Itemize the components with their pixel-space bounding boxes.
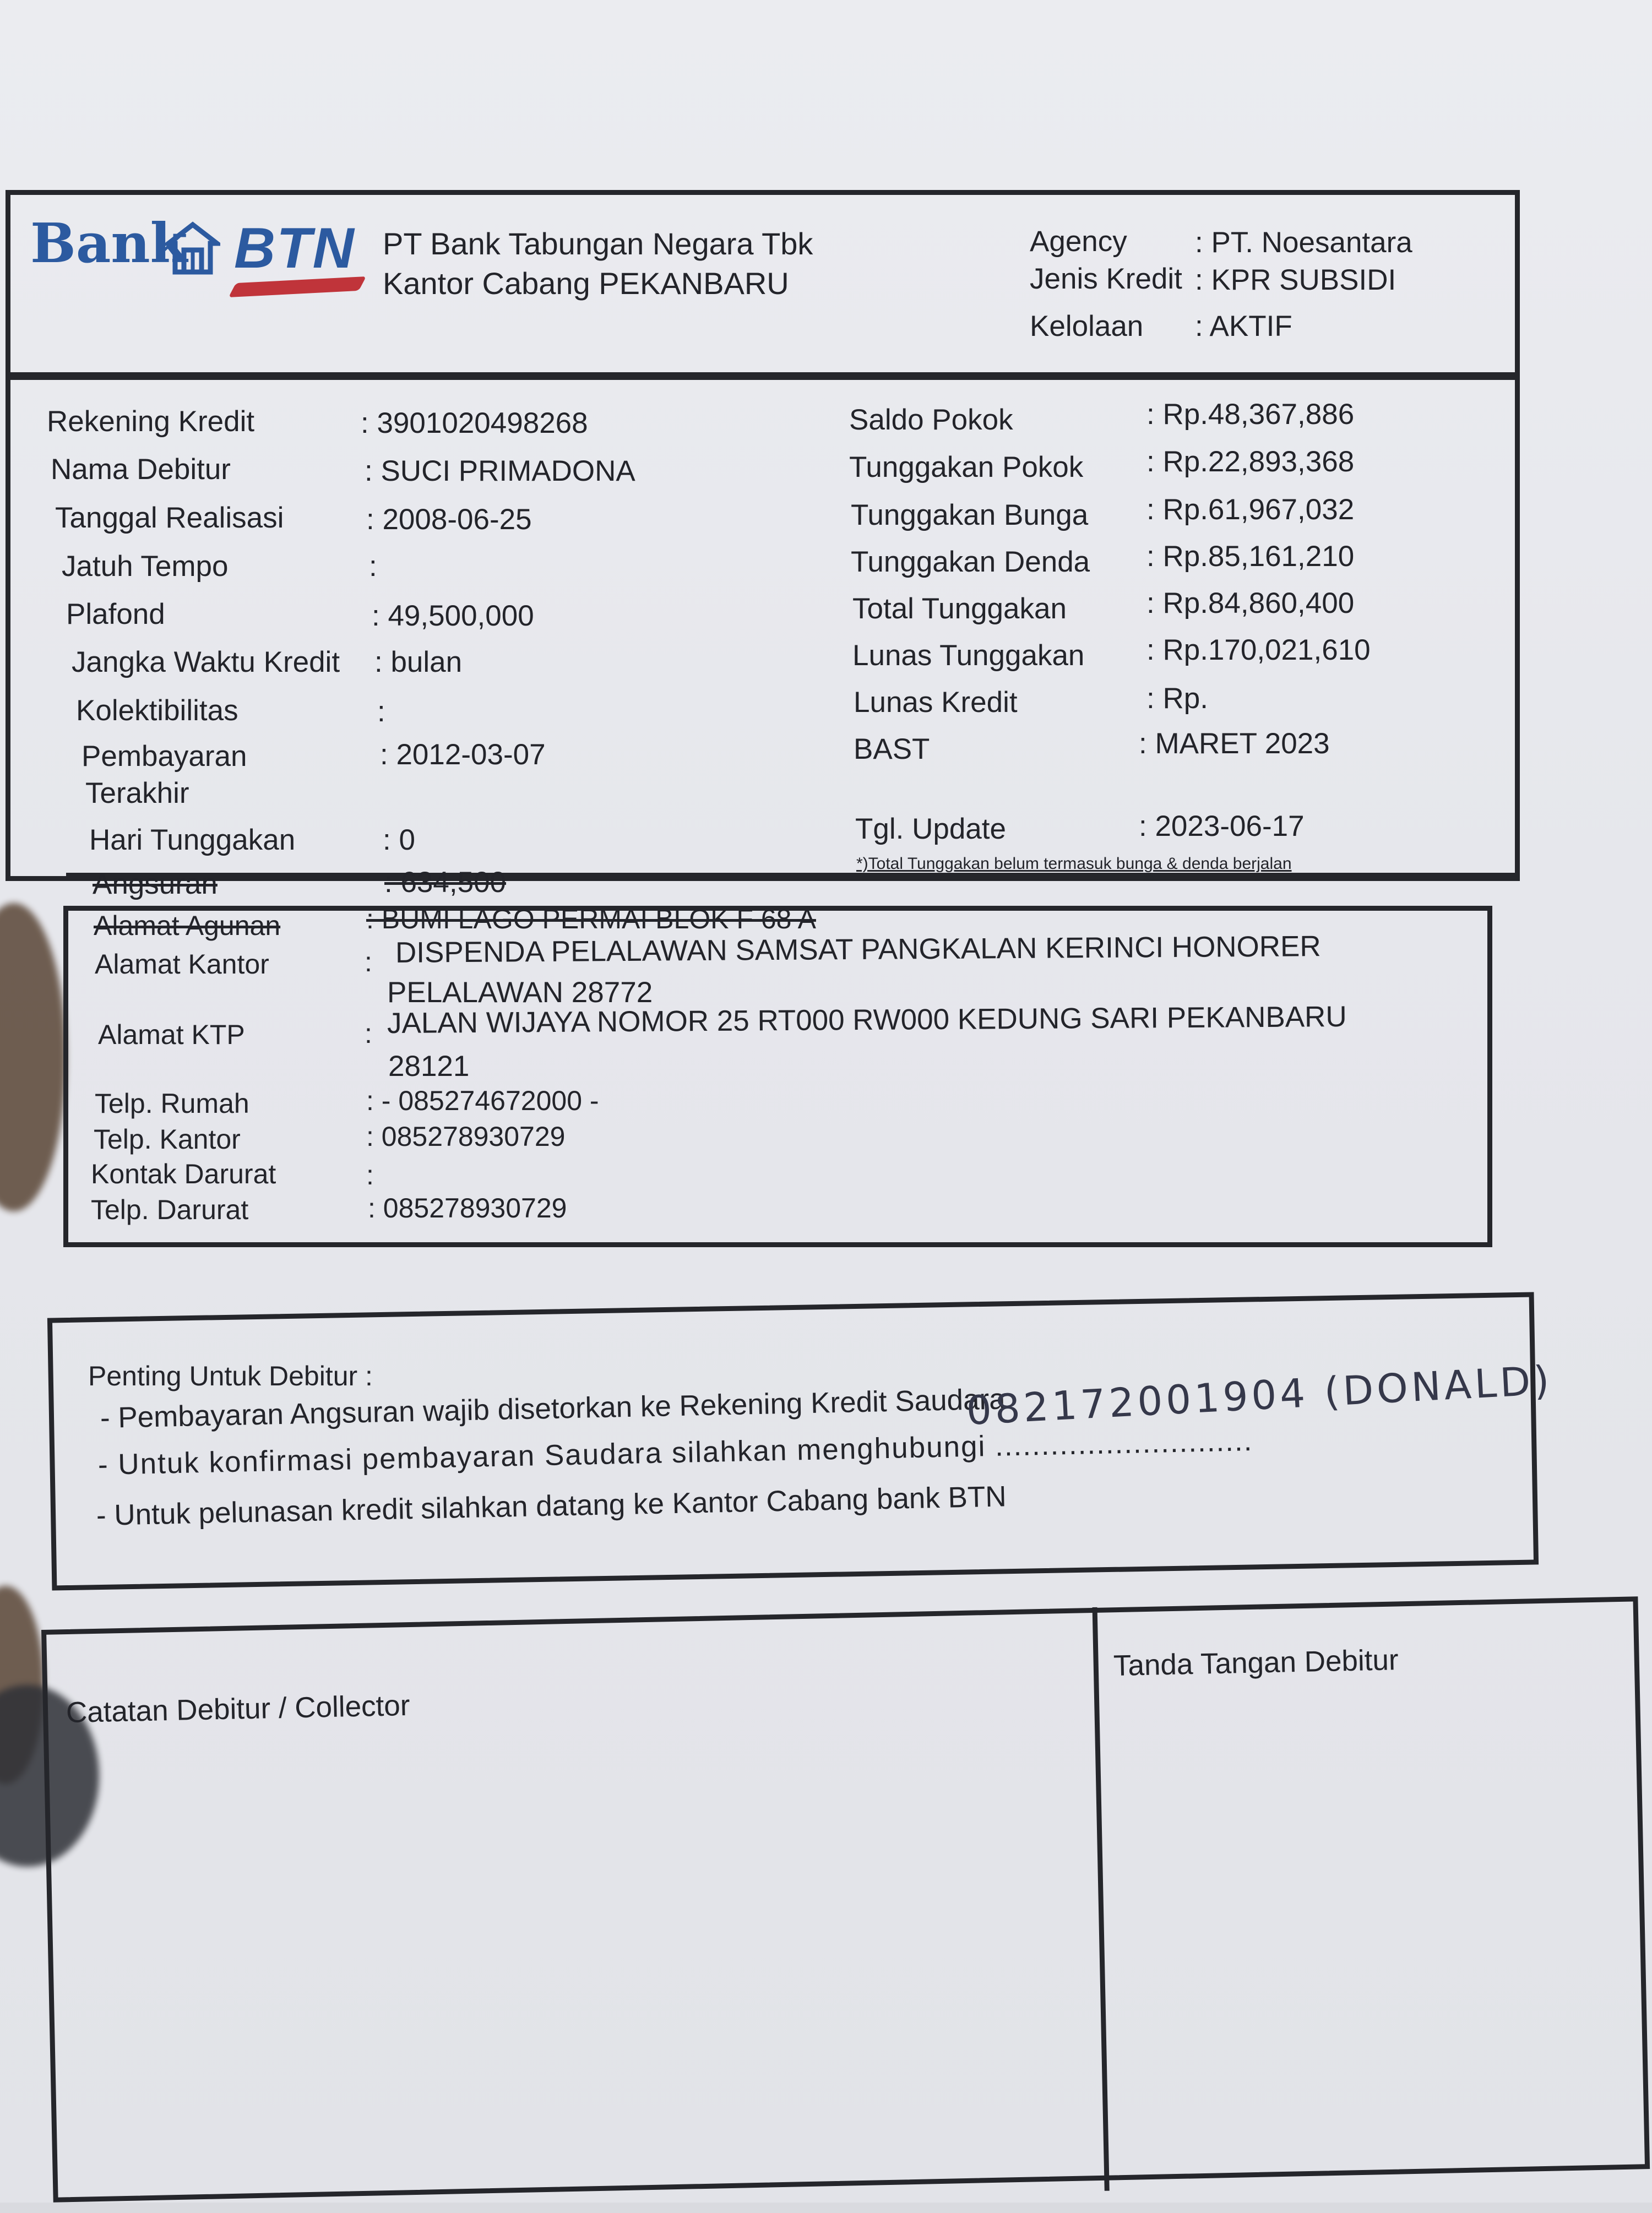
- saldo-pokok-value: : Rp.48,367,886: [1146, 398, 1355, 431]
- saldo-pokok-label: Saldo Pokok: [849, 404, 1013, 436]
- tunggakan-denda-value: : Rp.85,161,210: [1146, 540, 1355, 573]
- jatuh-tempo-label: Jatuh Tempo: [62, 550, 229, 583]
- alamat-ktp-line2: 28121: [388, 1050, 470, 1083]
- notes-line-2: - Untuk konfirmasi pembayaran Saudara silahkan menghubungi ............................: [97, 1424, 1253, 1481]
- logo-btn-text: BTN: [234, 216, 355, 280]
- telp-kantor-value: : 085278930729: [366, 1121, 566, 1152]
- plafond-label: Plafond: [66, 598, 165, 630]
- company-name: PT Bank Tabungan Negara Tbk: [383, 226, 813, 261]
- tgl-update-value: : 2023-06-17: [1139, 810, 1305, 842]
- signature-divider: [1093, 1607, 1110, 2191]
- angsuran-label: Angsuran: [93, 868, 218, 900]
- pembayaran-label: Pembayaran: [81, 740, 247, 773]
- alamat-agunan-label: Alamat Agunan: [94, 910, 281, 941]
- jangka-waktu-value: : bulan: [374, 646, 463, 678]
- alamat-kantor-colon: :: [365, 947, 372, 977]
- rekening-kredit-value: : 3901020498268: [361, 407, 588, 439]
- alamat-ktp-line1: JALAN WIJAYA NOMOR 25 RT000 RW000 KEDUNG SARI PEKANBARU: [387, 1000, 1347, 1040]
- divider-line: [66, 873, 1520, 878]
- hari-tunggakan-value: : 0: [383, 824, 415, 856]
- jangka-waktu-label: Jangka Waktu Kredit: [72, 646, 340, 678]
- kontak-darurat-value: :: [366, 1160, 374, 1190]
- lunas-tunggakan-value: : Rp.170,021,610: [1146, 634, 1371, 666]
- pembayaran-value: : 2012-03-07: [380, 738, 546, 771]
- kelolaan-value: : AKTIF: [1195, 310, 1292, 342]
- lunas-kredit-label: Lunas Kredit: [854, 686, 1018, 719]
- alamat-kantor-line2: PELALAWAN 28772: [387, 976, 653, 1009]
- tanggal-realisasi-value: : 2008-06-25: [366, 503, 532, 536]
- telp-kantor-label: Telp. Kantor: [94, 1124, 241, 1155]
- tgl-update-label: Tgl. Update: [855, 813, 1006, 845]
- terakhir-label: Terakhir: [85, 777, 189, 809]
- kelolaan-label: Kelolaan: [1030, 310, 1144, 342]
- jenis-kredit-label: Jenis Kredit: [1030, 263, 1182, 295]
- tunggakan-pokok-value: : Rp.22,893,368: [1146, 445, 1355, 478]
- alamat-ktp-label: Alamat KTP: [98, 1019, 245, 1050]
- notes-line-1: - Pembayaran Angsuran wajib disetorkan ke Rekening Kredit Saudara: [100, 1383, 1006, 1434]
- alamat-kantor-line1: DISPENDA PELALAWAN SAMSAT PANGKALAN KERINCI HONORER: [395, 930, 1321, 969]
- tunggakan-pokok-label: Tunggakan Pokok: [849, 451, 1084, 483]
- bast-label: BAST: [854, 733, 930, 765]
- angsuran-value: : 634,500: [384, 866, 507, 899]
- house-icon: [165, 221, 220, 276]
- total-tunggakan-value: : Rp.84,860,400: [1146, 587, 1355, 619]
- rekening-kredit-label: Rekening Kredit: [47, 405, 255, 438]
- lunas-kredit-value: : Rp.: [1146, 682, 1208, 715]
- nama-debitur-label: Nama Debitur: [51, 453, 231, 486]
- total-tunggakan-label: Total Tunggakan: [852, 592, 1067, 625]
- telp-rumah-label: Telp. Rumah: [95, 1088, 249, 1119]
- hari-tunggakan-label: Hari Tunggakan: [89, 824, 296, 856]
- kolektibilitas-label: Kolektibilitas: [76, 694, 238, 727]
- handwritten-phone-note: 082172001904 (DONALD): [965, 1357, 1554, 1434]
- kontak-darurat-label: Kontak Darurat: [91, 1159, 276, 1189]
- bast-value: : MARET 2023: [1139, 727, 1330, 760]
- tunggakan-bunga-value: : Rp.61,967,032: [1146, 493, 1355, 526]
- lunas-tunggakan-label: Lunas Tunggakan: [852, 639, 1085, 672]
- telp-darurat-label: Telp. Darurat: [91, 1194, 249, 1225]
- tanggal-realisasi-label: Tanggal Realisasi: [55, 502, 284, 534]
- notes-line-3: - Untuk pelunasan kredit silahkan datang ke Kantor Cabang bank BTN: [96, 1480, 1007, 1532]
- telp-rumah-value: : - 085274672000 -: [366, 1085, 599, 1116]
- catatan-label: Catatan Debitur / Collector: [66, 1689, 410, 1729]
- branch-name: Kantor Cabang PEKANBARU: [383, 266, 789, 301]
- agency-value: : PT. Noesantara: [1195, 226, 1412, 259]
- alamat-ktp-colon: :: [365, 1018, 372, 1049]
- tanda-tangan-label: Tanda Tangan Debitur: [1113, 1644, 1399, 1682]
- tunggakan-bunga-label: Tunggakan Bunga: [851, 499, 1089, 531]
- kolektibilitas-value: :: [377, 695, 385, 728]
- nama-debitur-value: : SUCI PRIMADONA: [365, 455, 635, 487]
- telp-darurat-value: : 085278930729: [368, 1193, 567, 1224]
- plafond-value: : 49,500,000: [372, 600, 534, 632]
- jatuh-tempo-value: :: [369, 550, 377, 583]
- alamat-kantor-label: Alamat Kantor: [95, 949, 269, 980]
- alamat-agunan-value: : BUMI LAGO PERMAI BLOK F 68 A: [366, 904, 816, 934]
- tunggakan-denda-label: Tunggakan Denda: [851, 546, 1090, 578]
- signature-box: [41, 1596, 1650, 2203]
- logo-bank-text: Bank: [30, 212, 188, 275]
- jenis-kredit-value: : KPR SUBSIDI: [1195, 264, 1396, 296]
- agency-label: Agency: [1030, 225, 1127, 258]
- notes-title: Penting Untuk Debitur :: [88, 1361, 373, 1391]
- footnote: *)Total Tunggakan belum termasuk bunga & denda berjalan: [856, 855, 1292, 873]
